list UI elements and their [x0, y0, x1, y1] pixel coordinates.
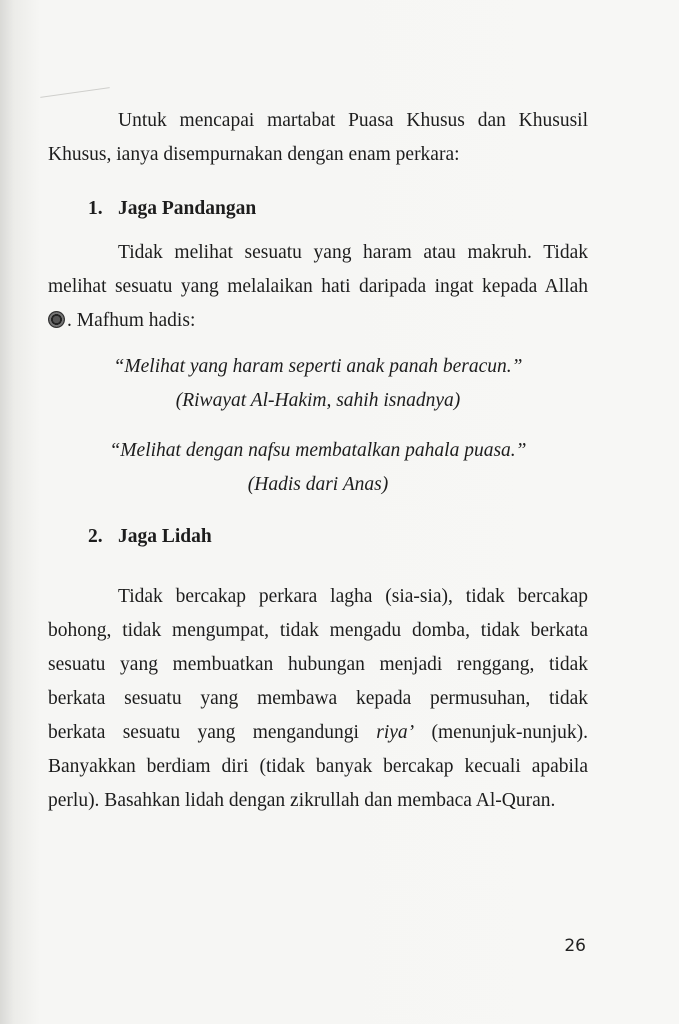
quote-text: “Melihat dengan nafsu membatalkan pahala puasa.” [109, 440, 527, 461]
paragraph-line: Tidak bercakap perkara lagha (sia-sia), tidak bercakap [118, 586, 588, 607]
quote-source: (Riwayat Al-Hakim, sahih isnadnya) [175, 390, 461, 411]
paragraph-line: Banyakkan berdiam diri (tidak banyak bercakap kecuali apabila [48, 756, 588, 777]
intro-line: Khusus, ianya disempurnakan dengan enam perkara: [48, 144, 460, 165]
section-heading-1 [88, 192, 256, 226]
hadith-quote-1 [48, 350, 588, 418]
paragraph-line: bohong, tidak mengumpat, tidak mengadu domba, tidak berkata [48, 620, 588, 641]
paragraph-line: berkata sesuatu yang mengandungi riya’ (menunjuk-nunjuk). [48, 722, 589, 743]
section-1-paragraph [48, 236, 588, 338]
section-number: 2. [88, 526, 103, 547]
section-heading-2 [88, 520, 212, 554]
section-title: Jaga Pandangan [118, 198, 257, 219]
paragraph-line: perlu). Basahkan lidah dengan zikrullah dan membaca Al-Quran. [48, 790, 556, 811]
section-2-paragraph [48, 580, 588, 818]
quote-source: (Hadis dari Anas) [247, 474, 389, 495]
page-mark [40, 87, 109, 98]
allah-honorific-icon [48, 311, 65, 328]
intro-line: Untuk mencapai martabat Puasa Khusus dan Khususil [118, 110, 588, 131]
intro-paragraph [48, 104, 588, 172]
italic-term: riya’ [376, 722, 415, 743]
section-number: 1. [88, 198, 103, 219]
quote-text: “Melihat yang haram seperti anak panah beracun.” [113, 356, 523, 377]
section-title: Jaga Lidah [118, 526, 212, 547]
hadith-quote-2 [48, 434, 588, 502]
paragraph-line: sesuatu yang membuatkan hubungan menjadi renggang, tidak [48, 654, 588, 675]
paragraph-text: . Mafhum hadis: [67, 310, 196, 331]
paragraph-line: Tidak melihat sesuatu yang haram atau makruh. Tidak [118, 242, 588, 263]
paragraph-line [48, 304, 588, 338]
paragraph-line: berkata sesuatu yang membawa kepada permusuhan, tidak [48, 688, 588, 709]
page-number: 26 [564, 936, 586, 956]
paragraph-line: melihat sesuatu yang melalaikan hati daripada ingat kepada Allah [48, 276, 588, 297]
